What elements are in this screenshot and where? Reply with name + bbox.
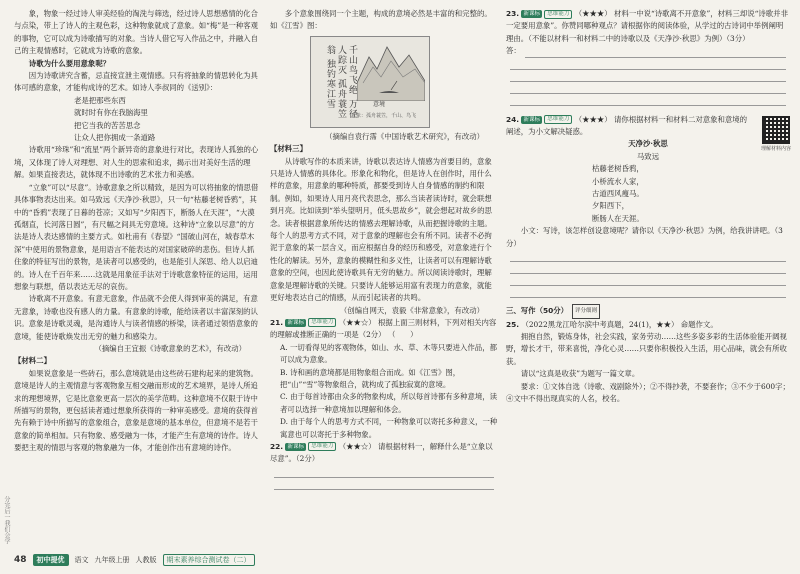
question-stem: 命题作文。 bbox=[680, 319, 718, 329]
section-title: 三、写作（50分） bbox=[506, 306, 569, 316]
paragraph: 如果说意象是一些砖石，那么意境就是由这些砖石建构起来的建筑物。意境是诗人的主观情意与客观物象互相交融而形成的艺术境界，是诗人所追求的理想境界，它是比意象更高一层次的美学范畴。这种意境不仅限于诗中所描写的景物，更包括读者通过想象所获得的一种审美感受。意境的获得首先有赖于诗中所描写的意象组合，意象是意境的基本单位，但意境不是若干意象的简单相加。只有物象、感受融为一体，才能产生有意境的诗作。诗人要把主观的情思与客观的物象融为一体，才能创作出有意境的诗作。 bbox=[14, 368, 258, 453]
answer-line[interactable] bbox=[510, 274, 786, 286]
question-25 bbox=[506, 319, 790, 406]
paragraph: 诗歌离不开意象。有意无意象，作品就不会使人得到审美的满足，有意无意象，诗歌也没有感人的力量。有意象的诗歌，能给读者以丰富深刻的认识。意象是诗歌灵魂，是沟通诗人与读者情感的桥梁，读者通过领悟意象的意境，能使诗歌焕发出无穷的魅力和感染力。 bbox=[14, 294, 258, 341]
question-number: 24. bbox=[506, 114, 520, 124]
poem-line: 小桥流水人家， bbox=[592, 176, 644, 186]
question-21 bbox=[270, 317, 498, 441]
subject-label: 语文 bbox=[74, 556, 89, 564]
poem-line: 就时时有你在我脑海里 bbox=[74, 108, 148, 118]
source-citation: （创编自网天，袁毅《非常意象》，有改动） bbox=[339, 305, 484, 315]
grade-label: 九年级上册 bbox=[94, 556, 130, 564]
question-23 bbox=[506, 8, 790, 106]
test-name-badge: 期末素养综合测试卷（二） bbox=[163, 554, 255, 566]
answer-line[interactable] bbox=[510, 58, 786, 70]
brand-badge: 初中提优 bbox=[33, 554, 69, 566]
answer-label: 答： bbox=[506, 46, 521, 56]
column-right bbox=[506, 8, 790, 405]
skill-tag: 思维能力 bbox=[308, 442, 336, 451]
option-d[interactable]: D. 由于每个人的思考方式不同，一种物象可以寄托多种意义，一种寓意也可以寄托于多种物象。 bbox=[280, 417, 498, 439]
new-standard-tag: 新课标 bbox=[523, 116, 540, 123]
poem-line: 夕阳西下， bbox=[592, 201, 629, 211]
section-heading bbox=[506, 304, 790, 318]
poem-line: 老是把那些东西 bbox=[74, 95, 126, 105]
question-number: 25. bbox=[506, 319, 520, 329]
answer-line[interactable] bbox=[510, 94, 786, 106]
paragraph: 从诗歌写作的本质来讲，诗歌以表达诗人情感为首要目的，意象只是诗人情感的具体化。形象化和物化，但是诗人在创作时，用什么样的意象，用意象的哪种特质，都要受到诗人自身情感的制约和限制。例如，如果诗人用月亮代表思念，那么当读者读诗时，就会联想到月亮。比如读到“举头望明月，低头思故乡”，就会想起对故乡的思念。读者根据意象所传达的情感去理解诗歌，从而把握诗歌的主题。每个人的思考方式不同，对于意象的理解也会有所不同。读者不必拘泥于意象的某一层含义，而应根据自身的经历和感受，对意象进行个性化的解读。另外，意象的模糊性和多义性，让读者可以有理解诗歌意象的空间，也因此使诗歌具有无穷的魅力。所以阅读诗歌时，理解意象是理解诗歌的关键。只要诗人能够运用富有表现力的意象，就能更好地表达自己的情感，从而引起读者的共鸣。 bbox=[270, 156, 492, 303]
answer-line[interactable] bbox=[510, 286, 786, 298]
margin-note: 分完后一我们会学 bbox=[3, 496, 10, 544]
writing-prompt: 拥抱自然，锻炼身体，社会实践，家务劳动……这些多姿多彩的生活体验能开阔视野，增长才干，带来喜悦，净化心灵……只要你积极投入生活，用心品味，就会有所收获。 bbox=[506, 331, 787, 366]
jiangxue-figure bbox=[310, 36, 430, 128]
answer-line[interactable] bbox=[510, 70, 786, 82]
answer-line[interactable] bbox=[510, 82, 786, 94]
qr-code-icon[interactable] bbox=[762, 116, 790, 144]
page-number: 48 bbox=[14, 555, 27, 565]
qr-label: 理解材料内容 bbox=[760, 145, 791, 152]
skill-tag: 思维能力 bbox=[544, 115, 572, 124]
answer-line[interactable] bbox=[510, 250, 786, 262]
question-stem: 请你根据材料一和材料二对意象和意境的阐述，为小文解决疑惑。 bbox=[506, 114, 748, 137]
material-label: 【材料三】 bbox=[270, 144, 307, 154]
new-standard-tag: 新课标 bbox=[523, 11, 540, 17]
paragraph: 诗歌用“珍珠”和“流星”两个新异奇的意象进行对比，表现诗人孤独的心境，又体现了诗人对理想、对人生的思索和追求，揭示出对美好生活的理解。如果直接表达，就体现不出诗歌的艺术张力和美感。 bbox=[14, 145, 259, 180]
difficulty-stars: （★★★） bbox=[574, 114, 612, 124]
question-stem: 根据上面三则材料，下列对相关内容的理解或推断正确的一项是（2分） bbox=[270, 317, 497, 340]
paragraph: 因为诗歌讲究含蓄，忌直接宣泄主观情感。只有将抽象的情思转化为具体可感的意象，才能构成诗的艺术。如诗人李叔同的《送别》： bbox=[14, 71, 258, 93]
option-a[interactable]: A. 一切看得见的客观物体，如山、水、草、木等只要进入作品，都可以成为意象。 bbox=[280, 342, 497, 365]
option-c[interactable]: C. 由于每首诗都由众多的物象构成，所以每首诗都有多种意境，读者可以选择一种意境加以理解和体会。 bbox=[280, 392, 498, 414]
poem-line: 古道西风瘦马。 bbox=[592, 189, 644, 199]
skill-tag: 思维能力 bbox=[544, 10, 572, 19]
calligraphy-text: 千山鸟飞绝 万径人踪灭 孤舟蓑笠翁 独钓寒江雪 bbox=[325, 44, 357, 119]
question-number: 22. bbox=[270, 441, 284, 451]
new-standard-tag: 新课标 bbox=[287, 443, 304, 450]
difficulty-stars: （★★☆） bbox=[338, 441, 376, 451]
question-number: 21. bbox=[270, 317, 284, 327]
column-left bbox=[14, 8, 260, 455]
question-22 bbox=[270, 441, 498, 490]
poem-line: 把它当我的苦苦思念 bbox=[74, 120, 141, 130]
poem-block bbox=[14, 95, 260, 145]
material-label: 【材料二】 bbox=[14, 356, 51, 366]
edition-label: 人教版 bbox=[135, 556, 157, 564]
writing-title-requirement: 请以“这真是收获”为题写一篇文章。 bbox=[520, 369, 640, 379]
subheading: 诗歌为什么要用意象呢？ bbox=[28, 58, 111, 68]
column-middle bbox=[270, 8, 498, 490]
option-b[interactable]: B. 诗和画的意境都是用物象组合而成。如《江雪》图，把“山”“雪”等物象组合，就构成了孤独寂寞的意境。 bbox=[280, 367, 461, 389]
answer-line[interactable] bbox=[525, 46, 786, 58]
poem-block bbox=[506, 163, 790, 225]
figure-label: 意境 bbox=[373, 100, 386, 108]
poem-title: 天净沙·秋思 bbox=[628, 139, 668, 149]
question-stem: 请根据材料一，解释什么是“立象以尽意”。（2分） bbox=[270, 441, 493, 464]
page-footer bbox=[14, 554, 255, 566]
poem-line: 枯藤老树昏鸦， bbox=[592, 164, 644, 174]
skill-tag: 思维能力 bbox=[308, 318, 336, 327]
figure-caption: 意象：孤舟蓑笠，千山、鸟飞 bbox=[351, 113, 417, 120]
difficulty-stars: （★★☆） bbox=[338, 317, 376, 327]
source-citation: （摘编自王宜振《诗歌意象的艺术》，有改动） bbox=[94, 343, 246, 353]
writing-requirements: 要求：①文体自选（诗歌、戏剧除外）；②不得抄袭，不要套作；③不少于600字；④文中不得出现真实的人名，校名。 bbox=[506, 381, 790, 403]
question-source: （2022黑龙江哈尔滨中考真题，24(1)，★★） bbox=[521, 319, 679, 329]
answer-line[interactable] bbox=[510, 262, 786, 274]
difficulty-stars: （★★★） bbox=[574, 9, 612, 18]
poem-line: 让众人把你拥成一条道路 bbox=[74, 133, 156, 143]
paragraph: “立象”可以“尽意”。诗歌意象之所以精致，是因为可以将抽象的情思借具体事物表达出来。如马致远《天净沙·秋思》，只一句“枯藤老树昏鸦”，其中的“昏鸦”表现了日暮的苍凉；又如写“夕阳西下，断肠人在天涯”，“大漠孤烟直，长河落日圆”，有尺幅之间具无穷意境。这种诗“立象以尽意”的方法是诗人表达感情的主要方式。如杜甫有《春望》“国破山河在，城春草木深”中使用的景物意象，是用语言不能表达的对国家破碎的悲伤。但诗人抓住象的特征写出的景物，是读者可以感受的，也是能引人深思、给人以启迪的。诗人在千百年来……这就是用象征手法对于诗歌意象特征的运用，运用想象与联想，借以表达无尽的哀伤。 bbox=[14, 182, 259, 291]
poem-line: 断肠人在天涯。 bbox=[592, 213, 644, 223]
landscape-illustration bbox=[357, 43, 425, 101]
answer-bracket[interactable]: （ ） bbox=[387, 330, 418, 340]
new-standard-tag: 新课标 bbox=[287, 319, 304, 326]
answer-line[interactable] bbox=[274, 466, 494, 478]
paragraph: 多个意象围绕同一个主题，构成的意境必然是丰富的和完整的。如《江雪》图： bbox=[270, 9, 492, 31]
score-rubric-tag[interactable]: 评分细则 bbox=[572, 304, 600, 318]
answer-line[interactable] bbox=[274, 478, 494, 490]
paragraph: 象，物象一经过诗人审美经验的淘洗与筛选，经过诗人思想感情的化合与点染，带上了诗人的主观色彩，这种物象就成了意象。如“梅”是一种客观的事物，它可以成为诗歌描写的对象。当诗人借它写入作品之中，并融入自己的主观情感时，它就成为诗歌的意象。 bbox=[14, 9, 259, 56]
question-24 bbox=[506, 114, 790, 298]
question-prompt: 小文：写诗，该怎样创设意境呢？请你以《天净沙·秋思》为例，给我讲讲吧。（3分） bbox=[506, 226, 783, 248]
question-stem: 材料一中说“诗歌离不开意象”，材料三却说“诗歌并非一定要用意象”。你赞同哪种观点？请根据你的阅读体验，从学过的古诗词中举例阐明理由。（不能以材料一和材料二中的诗歌以及《天净沙·秋思》为例）（3分） bbox=[506, 9, 788, 43]
poem-author: 马致远 bbox=[636, 151, 660, 161]
source-citation: （摘编自袁行霈《中国诗歌艺术研究》，有改动） bbox=[325, 131, 484, 141]
question-number: 23. bbox=[506, 9, 520, 18]
